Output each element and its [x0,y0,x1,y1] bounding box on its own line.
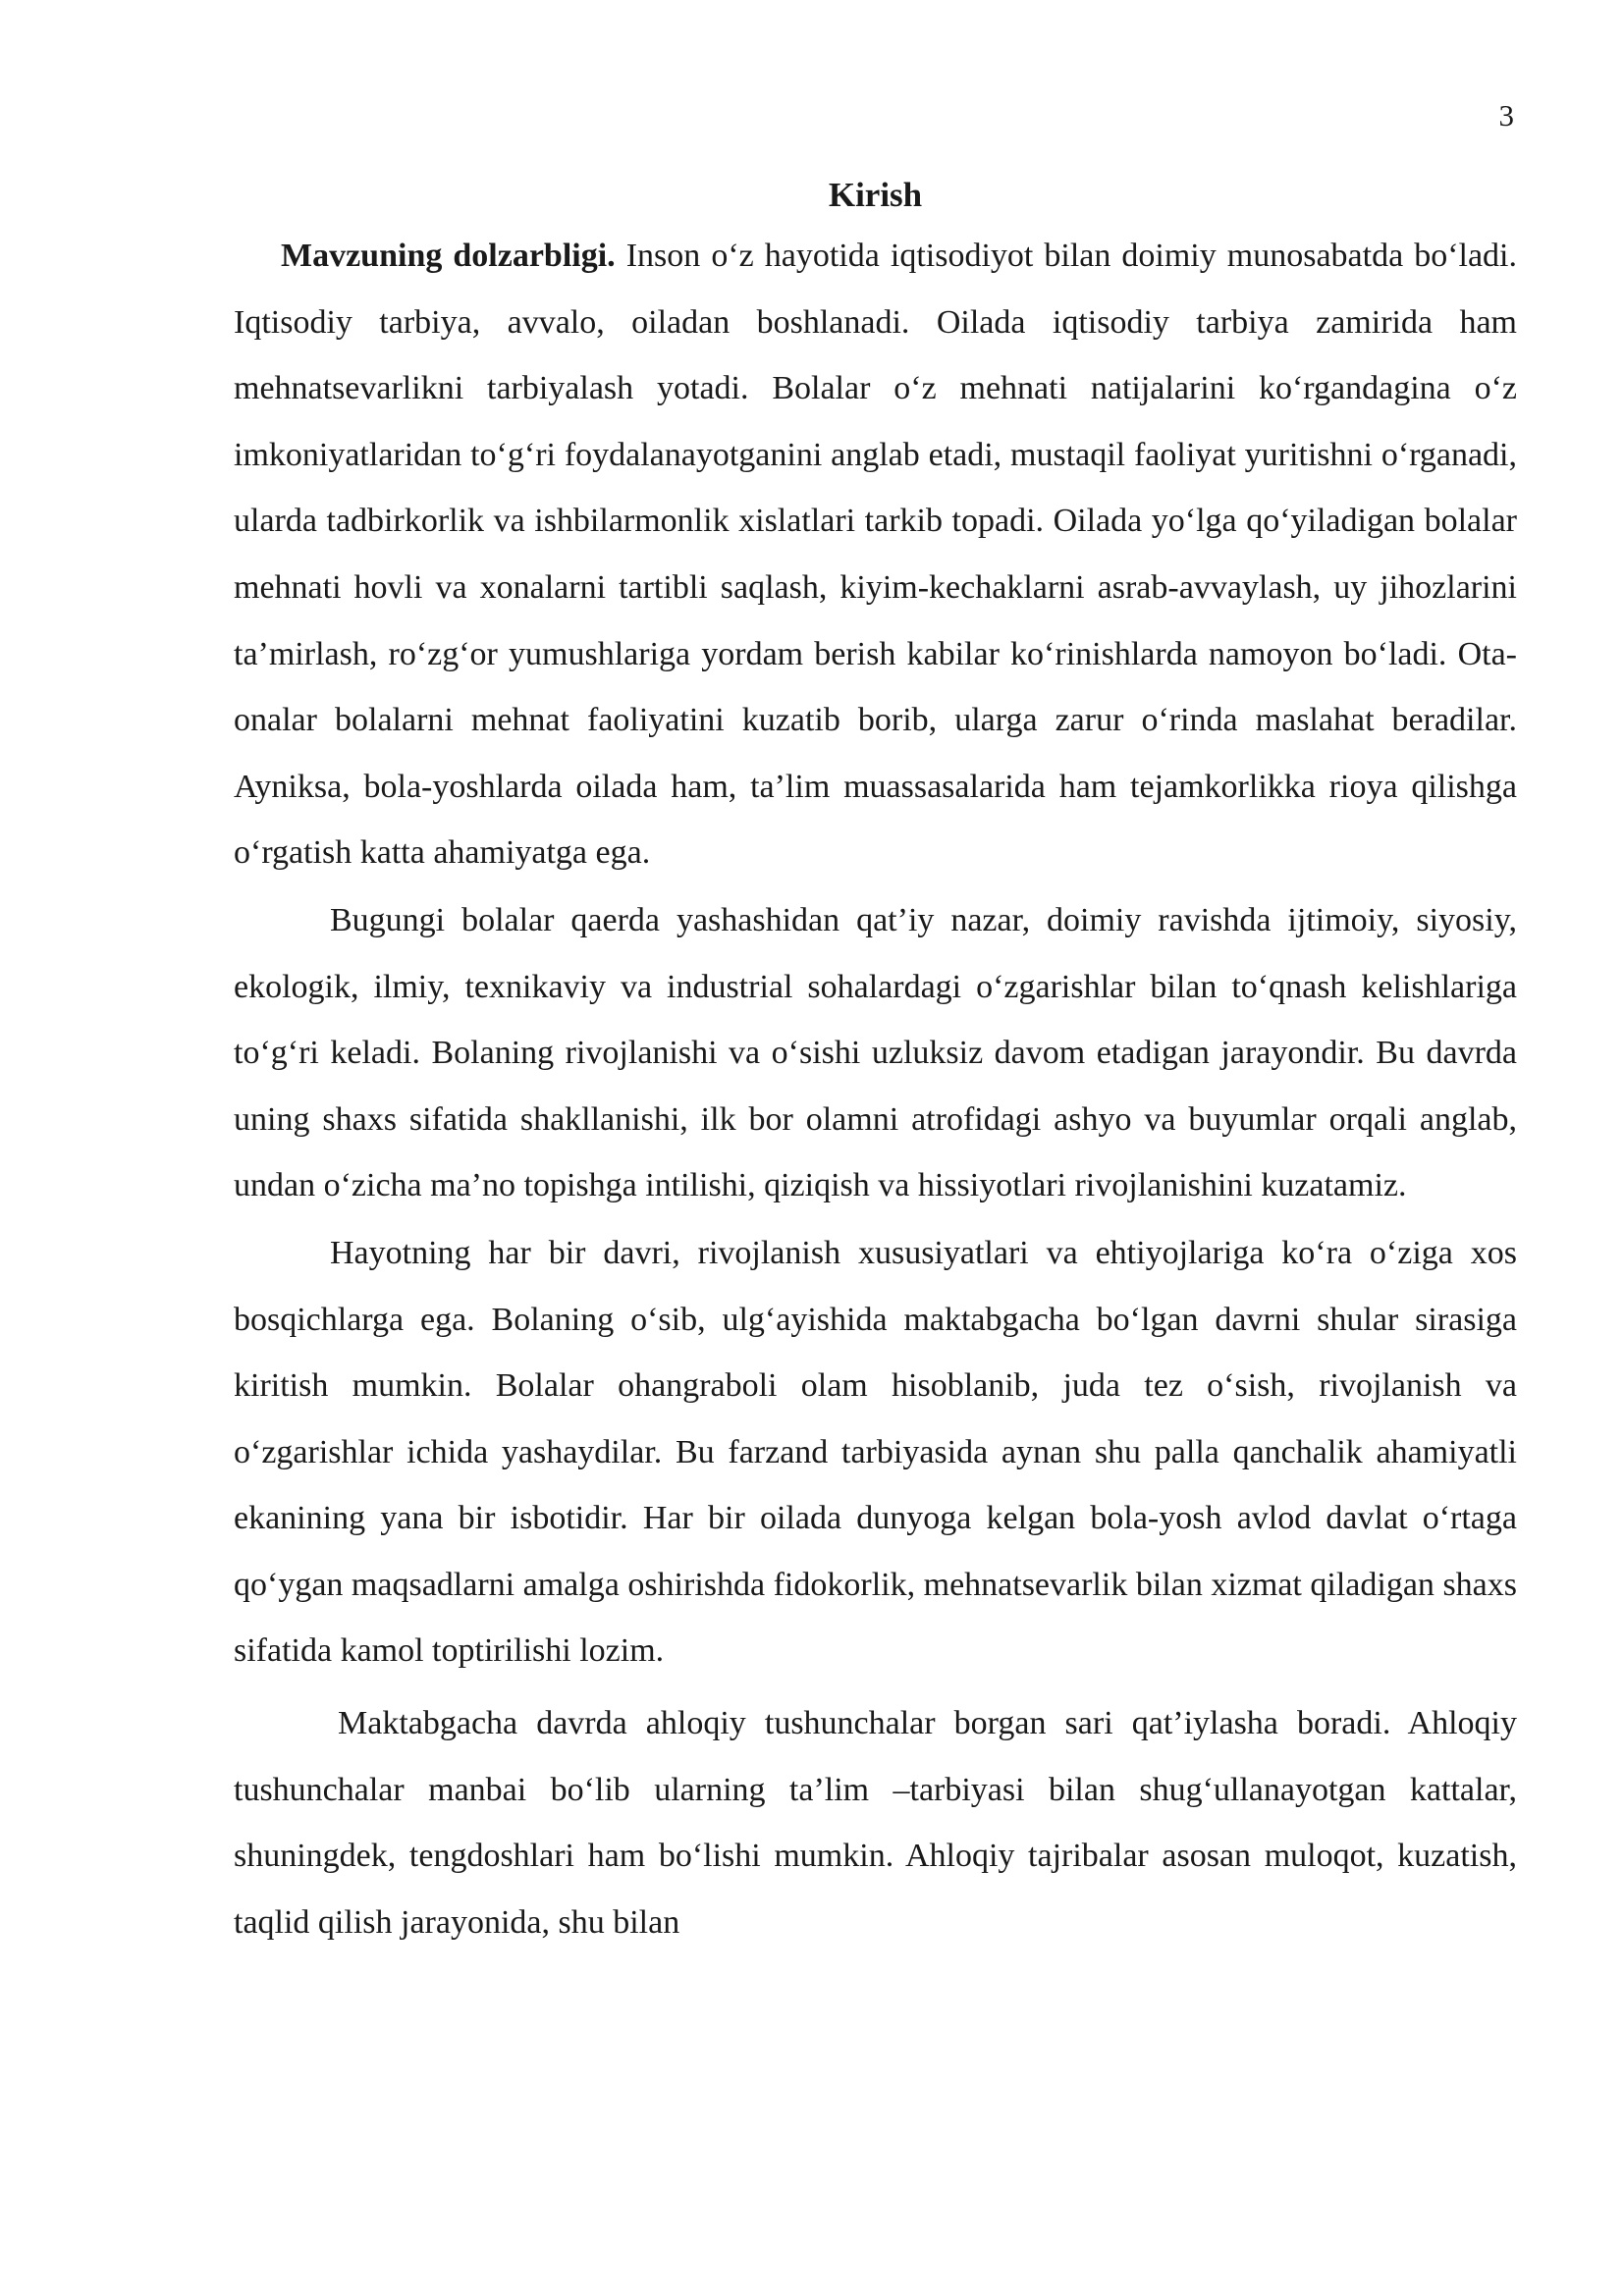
document-body [234,171,1517,1955]
section-title: Kirish [828,176,923,214]
paragraph-modern-children: Bugungi bolalar qaerda yashashidan qat’iy nazar, doimiy ravishda ijtimoiy, siyosiy, ekologik, ilmiy, texnikaviy va industrial sohalardagi o‘zgarishlar bilan to‘qnash kelishlariga to‘g‘ri keladi. Bolaning rivojlanishi va o‘sishi uzluksiz davom etadigan jarayondir. Bu davrda uning shaxs sifatida shakllanishi, ilk bor olamni atrofidagi ashyo va buyumlar orqali anglab, undan o‘zicha ma’no topishga intilishi, qiziqish va hissiyotlari rivojlanishini kuzatamiz. [234,901,1517,1204]
paragraph-text: Inson o‘z hayotida iqtisodiyot bilan doimiy munosabatda bo‘ladi. Iqtisodiy tarbiya, avvalo, oiladan boshlanadi. Oilada iqtisodiy tarbiya zamirida ham mehnatsevarlikni tarbiyalash yotadi. Bolalar o‘z mehnati natijalarini ko‘rgandagina o‘z imkoniyatlaridan to‘g‘ri foydalanayotganini anglab etadi, mustaqil faoliyat yuritishni o‘rganadi, ularda tadbirkorlik va ishbilarmonlik xislatlari tarkib topadi. Oilada yo‘lga qo‘yiladigan bolalar mehnati hovli va xonalarni tartibli saqlash, kiyim-kechaklarni asrab-avvaylash, uy jihozlarini ta’mirlash, ro‘zg‘or yumushlariga yordam berish kabilar ko‘rinishlarda namoyon bo‘ladi. Ota-onalar bolalarni mehnat faoliyatini kuzatib borib, ularga zarur o‘rinda maslahat beradilar. Ayniksa, bola-yoshlarda oilada ham, ta’lim muassasalarida ham tejamkorlikka rioya qilishga o‘rgatish katta ahamiyatga ega. [234,238,1518,872]
paragraph-relevance [234,223,1517,886]
paragraph-life-stages: Hayotning har bir davri, rivojlanish xususiyatlari va ehtiyojlariga ko‘ra o‘ziga xos bosqichlarga ega. Bolaning o‘sib, ulg‘ayishida maktabgacha bo‘lgan davrni shular sirasiga kiritish mumkin. Bolalar ohangraboli olam hisoblanib, juda tez o‘sish, rivojlanish va o‘zgarishlar ichida yashaydilar. Bu farzand tarbiyasida aynan shu palla qanchalik ahamiyatli ekanining yana bir isbotidir. Har bir oilada dunyoga kelgan bola-yosh avlod davlat o‘rtaga qo‘ygan maqsadlarni amalga oshirishda fidokorlik, mehnatsevarlik bilan xizmat qiladigan shaxs sifatida kamol toptirilishi lozim. [234,1234,1517,1670]
paragraph-moral-concepts: Maktabgacha davrda ahloqiy tushunchalar borgan sari qat’iylasha boradi. Ahloqiy tushunchalar manbai bo‘lib ularning ta’lim –tarbiyasi bilan shug‘ullanayotgan kattalar, shuningdek, tengdoshlari ham bo‘lishi mumkin. Ahloqiy tajribalar asosan muloqot, kuzatish, taqlid qilish jarayonida, shu bilan [234,1705,1517,1941]
page-number: 3 [1498,98,1514,133]
paragraph-lead-heading: Mavzuning dolzarbligi. [281,238,616,274]
